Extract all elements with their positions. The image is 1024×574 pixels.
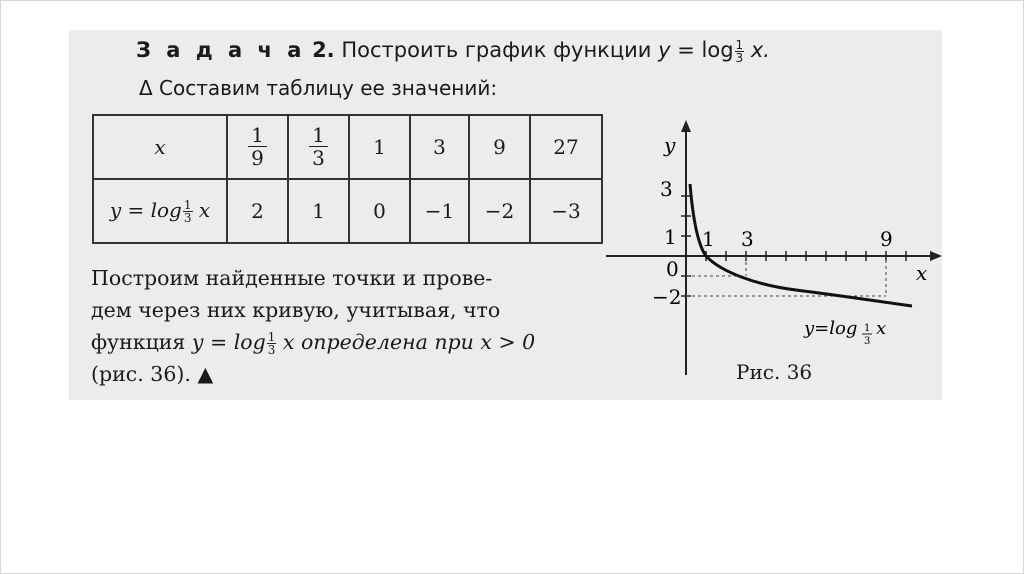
- y-axis-label: y: [664, 133, 676, 157]
- x-tick-label: 1: [702, 227, 715, 251]
- function-graph: [596, 120, 942, 400]
- table-cell: −1: [410, 179, 469, 243]
- origin-label: 0: [666, 257, 679, 281]
- svg-text:x: x: [876, 318, 887, 339]
- para-line-3: функция y = log $\frac{1}{3}$ x определена при x > 0: [91, 330, 536, 357]
- task-log-base: $\frac{1}{3}$: [735, 37, 744, 65]
- x-axis-arrow-icon: [930, 251, 942, 261]
- curve-label: [803, 318, 886, 347]
- table-cell: 9: [469, 115, 530, 179]
- y-tick-label: −2: [652, 285, 682, 309]
- table-cell: $\frac{1}{9}$: [227, 115, 288, 179]
- log-curve: [690, 184, 912, 306]
- table-cell: 0: [349, 179, 410, 243]
- table-row-x: [93, 115, 602, 179]
- table-cell: 27: [530, 115, 602, 179]
- intro-line: Δ Составим таблицу ее значений:: [139, 76, 498, 100]
- table-cell: 1: [288, 179, 349, 243]
- table-cell: 2: [227, 179, 288, 243]
- task-func-lhs: y =: [658, 38, 695, 62]
- para-line-2: дем через них кривую, учитывая, что: [91, 298, 501, 322]
- y-tick-label: 3: [660, 177, 673, 201]
- task-func-arg: x.: [750, 38, 770, 62]
- task-text: Построить график функции: [341, 38, 652, 62]
- table-cell: $\frac{1}{3}$: [288, 115, 349, 179]
- table-header-y: y = log $\frac{1}{3}$ x: [93, 179, 227, 243]
- x-axis-label: x: [916, 261, 928, 285]
- x-tick-label: 9: [880, 227, 893, 251]
- table-cell: 3: [410, 115, 469, 179]
- para-line-4: (рис. 36). ▲: [91, 362, 214, 386]
- svg-text:1: 1: [864, 323, 871, 334]
- table-header-x: x: [93, 115, 227, 179]
- x-tick-label: 3: [741, 227, 754, 251]
- para-line-1: Построим найденные точки и прове-: [91, 266, 493, 290]
- y-axis-arrow-icon: [681, 120, 691, 132]
- table-cell: −2: [469, 179, 530, 243]
- task-number: 2.: [312, 38, 335, 62]
- textbook-scan: [69, 30, 942, 400]
- values-table: [92, 114, 603, 244]
- y-tick-label: 1: [664, 225, 677, 249]
- table-cell: −3: [530, 179, 602, 243]
- svg-text:3: 3: [864, 336, 871, 347]
- table-row-y: [93, 179, 602, 243]
- task-func-log: log: [701, 38, 734, 62]
- end-mark-icon: ▲: [197, 362, 214, 386]
- task-label: З а д а ч а: [136, 38, 306, 62]
- table-cell: 1: [349, 115, 410, 179]
- explanation-paragraph: [91, 262, 601, 390]
- figure-caption: Рис. 36: [736, 360, 813, 384]
- svg-text:y=log: y=log: [804, 318, 858, 339]
- task-heading: [136, 38, 770, 64]
